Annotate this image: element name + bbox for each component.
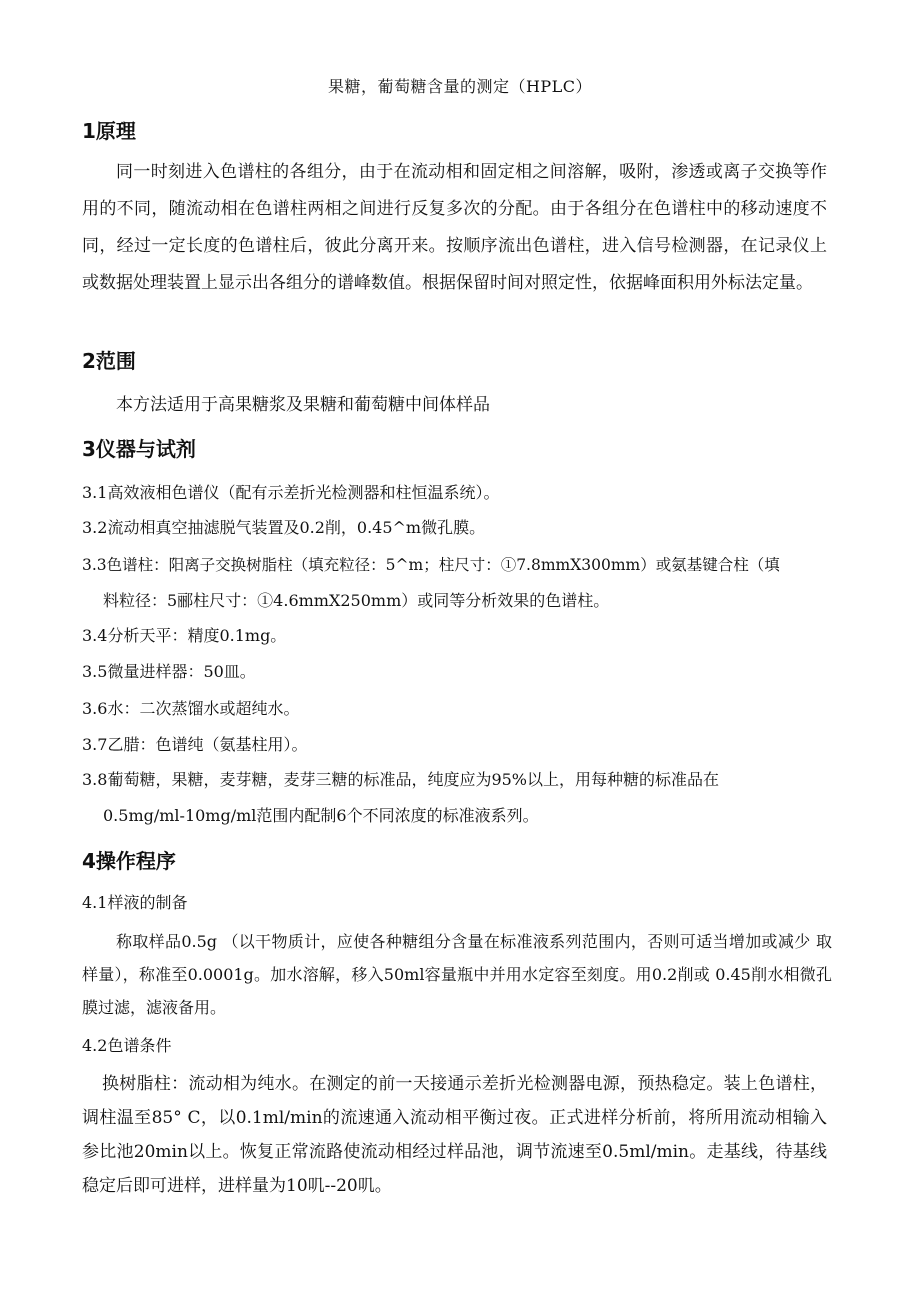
section-heading-scope: 2范围 bbox=[82, 349, 136, 373]
document-title: 果糖，葡萄糖含量的测定（HPLC） bbox=[327, 77, 593, 96]
section-heading-procedure: 4操作程序 bbox=[82, 849, 176, 873]
list-item-continuation: 0.5mg/ml-10mg/ml范围内配制6个不同浓度的标准液系列。 bbox=[103, 806, 539, 825]
list-item: 3.5微量进样器：50皿。 bbox=[82, 662, 256, 681]
list-item: 3.3色谱柱：阳离子交换树脂柱（填充粒径：5^m；柱尺寸：①7.8mmX300mm）或氨基键合柱（填 bbox=[82, 556, 780, 574]
list-item: 3.8葡萄糖，果糖，麦芽糖，麦芽三糖的标准品，纯度应为95%以上，用每种糖的标准品在 bbox=[82, 770, 720, 789]
list-item-continuation: 料粒径：5郦柱尺寸：①4.6mmX250mm）或同等分析效果的色谱柱。 bbox=[103, 591, 610, 610]
subsection-body-sample-prep: 称取样品0.5g （以干物质计，应使各种糖组分含量在标准液系列范围内，否则可适当增加或减少 取样量），称准至0.0001g。加水溶解，移入50ml容量瓶中并用水定容至刻度。用0.2削或 0.45削水相微孔膜过滤，滤液备用。 bbox=[82, 932, 832, 1017]
subsection-heading-sample-prep: 4.1样液的制备 bbox=[82, 893, 188, 912]
list-item: 3.7乙腊：色谱纯（氨基柱用）。 bbox=[82, 735, 308, 754]
section-body-principle: 同一时刻进入色谱柱的各组分，由于在流动相和固定相之间溶解，吸附，渗透或离子交换等作用的不同，随流动相在色谱柱两相之间进行反复多次的分配。由于各组分在色谱柱中的移动速度不同，经过一定长度的色谱柱后，彼此分离开来。按顺序流出色谱柱，进入信号检测器，在记录仪上或数据处理装置上显示出各组分的谱峰数值。根据保留时间对照定性，依据峰面积用外标法定量。 bbox=[82, 162, 827, 293]
list-item: 3.1高效液相色谱仪（配有示差折光检测器和柱恒温系统）。 bbox=[82, 483, 500, 502]
list-item: 3.2流动相真空抽滤脱气装置及0.2削，0.45^m微孔膜。 bbox=[82, 518, 486, 537]
list-item: 3.6水：二次蒸馏水或超纯水。 bbox=[82, 699, 300, 718]
section-heading-principle: 1原理 bbox=[82, 119, 136, 143]
subsection-heading-chromatography: 4.2色谱条件 bbox=[82, 1036, 172, 1055]
list-item: 3.4分析天平：精度0.1mg。 bbox=[82, 626, 287, 645]
subsection-body-chromatography: 换树脂柱：流动相为纯水。在测定的前一天接通示差折光检测器电源，预热稳定。装上色谱柱，调柱温至85° C，以0.1ml/min的流速通入流动相平衡过夜。正式进样分析前，将所用流动相输入参比池20min以上。恢复正常流路使流动相经过样品池，调节流速至0.5ml/min。走基线，待基线稳定后即可进样，进样量为10叽--20叽。 bbox=[82, 1074, 827, 1196]
section-body-scope: 本方法适用于高果糖浆及果糖和葡萄糖中间体样品 bbox=[116, 395, 490, 415]
section-heading-instruments: 3仪器与试剂 bbox=[82, 437, 196, 461]
